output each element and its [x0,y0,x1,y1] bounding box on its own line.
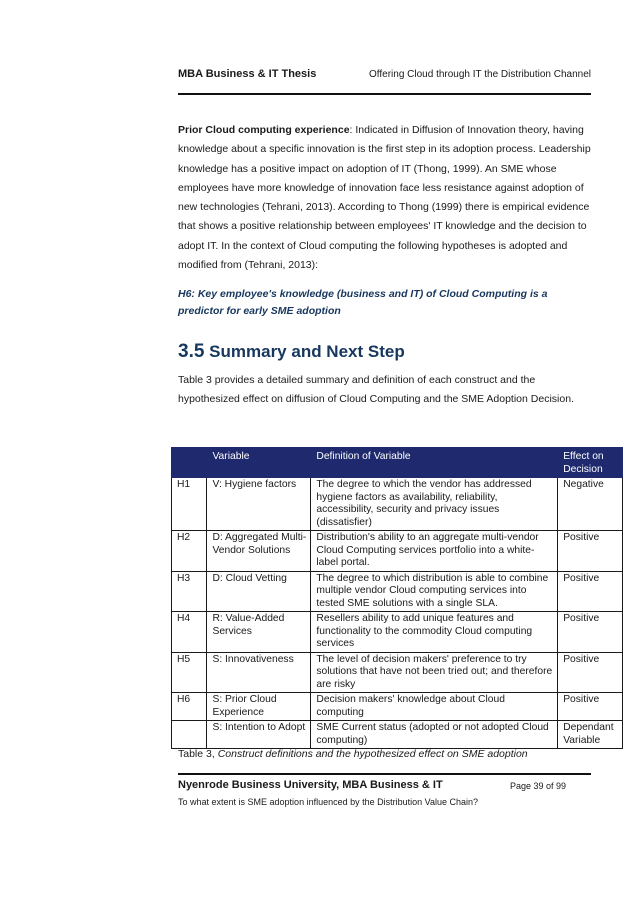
table-row [172,693,623,721]
table-cell-variable: S: Prior Cloud Experience [207,693,311,721]
table-cell-id: H3 [172,571,207,612]
table-header-cell [172,448,207,478]
table-cell-variable: S: Intention to Adopt [207,721,311,749]
table-cell-id: H2 [172,531,207,572]
table-header-cell: Effect on Decision [558,448,623,478]
table-cell-effect: Positive [558,531,623,572]
footer-subtitle: To what extent is SME adoption influenced by the Distribution Value Chain? [178,797,479,807]
table-cell-id: H1 [172,478,207,531]
section-title: Summary and Next Step [209,342,405,361]
footer-divider [178,773,591,775]
table-cell-effect: Positive [558,693,623,721]
table-caption [178,748,528,760]
table-cell-id [172,721,207,749]
hypothesis-h6: H6: Key employee's knowledge (business and IT) of Cloud Computing is a predictor for early SME adoption [178,288,548,317]
table-cell-definition: The level of decision makers' preference to try solutions that have not been tried out; and therefore are risky [311,652,558,693]
section-number: 3.5 [178,341,205,362]
table-row [172,571,623,612]
construct-table [171,447,623,749]
caption-text: Construct definitions and the hypothesized effect on SME adoption [217,748,528,760]
table-cell-effect: Dependant Variable [558,721,623,749]
page-number: Page 39 of 99 [510,781,567,791]
table-cell-definition: The degree to which the vendor has addressed hygiene factors as availability, reliability, accessibility, security and privacy issues (dissatisfier) [311,478,558,531]
table-cell-variable: R: Value-Added Services [207,612,311,653]
caption-prefix: Table 3, [178,748,218,760]
table-cell-variable: D: Cloud Vetting [207,571,311,612]
header-subtitle: Offering Cloud through IT the Distribution Channel [369,69,591,80]
paragraph-table-intro: Table 3 provides a detailed summary and definition of each construct and the hypothesized effect on diffusion of Cloud Computing and the SME Adoption Decision. [178,374,574,406]
table-cell-id: H5 [172,652,207,693]
header-title: MBA Business & IT Thesis [178,68,317,80]
table-cell-definition: Decision makers' knowledge about Cloud computing [311,693,558,721]
table-cell-effect: Positive [558,571,623,612]
table-header-cell: Definition of Variable [311,448,558,478]
table-cell-definition: Distribution's ability to an aggregate multi-vendor Cloud Computing services portfolio into a white-label portal. [311,531,558,572]
table-row [172,531,623,572]
table-cell-effect: Positive [558,652,623,693]
table-cell-id: H4 [172,612,207,653]
paragraph-text: : Indicated in Diffusion of Innovation theory, having knowledge about a specific innovation is the first step in its adoption process. Leadership knowledge has a positive impact on adoption of IT (Thong, 1999). An SME whose employees have more knowledge of innovation face less resistance against adoption of new technologies (Tehrani, 2013). According to Thong (1999) there is empirical evidence that shows a positive relationship between employees' IT knowledge and the decision to adopt IT. In the context of Cloud computing the following hypotheses is adopted and modified from (Tehrani, 2013): [178,124,591,272]
paragraph-prior-experience [178,121,592,275]
table-row [172,478,623,531]
table-row [172,612,623,653]
table-cell-variable: D: Aggregated Multi-Vendor Solutions [207,531,311,572]
table-cell-definition: The degree to which distribution is able to combine multiple vendor Cloud computing services into tested SME solutions with a single SLA. [311,571,558,612]
table-cell-variable: V: Hygiene factors [207,478,311,531]
table-cell-effect: Positive [558,612,623,653]
table-cell-definition: Resellers ability to add unique features and functionality to the commodity Cloud computing services [311,612,558,653]
table-header-cell: Variable [207,448,311,478]
paragraph-lead: Prior Cloud computing experience [178,124,350,136]
header-divider [178,93,591,95]
table-cell-definition: SME Current status (adopted or not adopted Cloud computing) [311,721,558,749]
table-cell-variable: S: Innovativeness [207,652,311,693]
footer-title: Nyenrode Business University, MBA Business & IT [178,779,443,791]
table-row [172,721,623,749]
table-cell-id: H6 [172,693,207,721]
table-cell-effect: Negative [558,478,623,531]
table-header-row [172,448,623,478]
section-heading [178,341,405,363]
table-row [172,652,623,693]
